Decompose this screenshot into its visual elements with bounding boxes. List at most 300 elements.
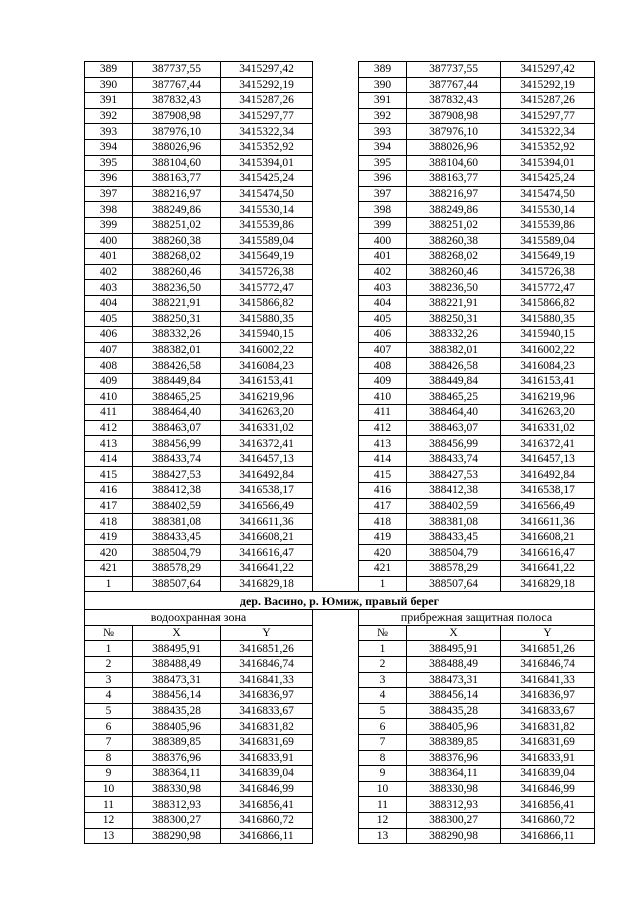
point-number: 6 [359,719,407,735]
y-coordinate: 3416839,04 [221,766,313,782]
spacer-column [313,405,359,421]
y-coordinate: 3416492,84 [221,467,313,483]
point-number: 401 [359,249,407,265]
table-row [85,139,595,155]
y-coordinate: 3416219,96 [501,389,595,405]
y-coordinate: 3416831,69 [501,734,595,750]
point-number: 389 [85,62,133,78]
y-coordinate: 3415589,04 [501,233,595,249]
spacer-column [313,280,359,296]
x-coordinate: 387908,98 [407,108,501,124]
table-row [85,703,595,719]
spacer-column [313,108,359,124]
point-number: 420 [85,545,133,561]
y-coordinate: 3416331,02 [221,420,313,436]
x-coordinate: 388026,96 [407,139,501,155]
spacer-column [313,139,359,155]
point-number: 393 [85,124,133,140]
y-coordinate: 3416372,41 [221,436,313,452]
x-coordinate: 388300,27 [133,812,221,828]
point-number: 12 [359,812,407,828]
y-coordinate: 3415297,77 [501,108,595,124]
point-number: 400 [359,233,407,249]
x-coordinate: 388260,38 [407,233,501,249]
point-number: 390 [359,77,407,93]
point-number: 417 [85,498,133,514]
y-coordinate: 3416372,41 [501,436,595,452]
section-title: дер. Васино, р. Юмиж, правый берег [85,592,595,610]
point-number: 5 [85,703,133,719]
y-coordinate: 3415539,86 [221,217,313,233]
spacer-column [313,703,359,719]
point-number: 411 [359,405,407,421]
x-coordinate: 388456,14 [133,688,221,704]
table-row [85,264,595,280]
y-coordinate: 3416153,41 [501,373,595,389]
x-coordinate: 388405,96 [407,719,501,735]
x-coordinate: 388332,26 [133,327,221,343]
x-coordinate: 388435,28 [407,703,501,719]
y-coordinate: 3415394,01 [501,155,595,171]
y-coordinate: 3415287,26 [501,93,595,109]
y-coordinate: 3415530,14 [221,202,313,218]
point-number: 402 [359,264,407,280]
point-number: 10 [85,781,133,797]
point-number: 13 [359,828,407,844]
table-row [85,124,595,140]
y-coordinate: 3415425,24 [501,171,595,187]
point-number: 416 [359,483,407,499]
spacer-column [313,420,359,436]
header-x: X [407,625,501,641]
point-number: 7 [85,734,133,750]
table-row [85,62,595,78]
point-number: 1 [85,641,133,657]
table-row [85,327,595,343]
y-coordinate: 3415772,47 [501,280,595,296]
point-number: 419 [359,529,407,545]
x-coordinate: 388578,29 [133,561,221,577]
point-number: 414 [359,451,407,467]
spacer-column [313,233,359,249]
spacer-column [313,264,359,280]
point-number: 390 [85,77,133,93]
point-number: 418 [359,514,407,530]
y-coordinate: 3415297,42 [221,62,313,78]
spacer-column [313,610,359,626]
x-coordinate: 388163,77 [407,171,501,187]
y-coordinate: 3416538,17 [221,483,313,499]
point-number: 413 [85,436,133,452]
y-coordinate: 3416831,82 [501,719,595,735]
y-coordinate: 3416263,20 [501,405,595,421]
point-number: 415 [359,467,407,483]
spacer-column [313,766,359,782]
table-row [85,576,595,592]
point-number: 411 [85,405,133,421]
point-number: 7 [359,734,407,750]
y-coordinate: 3416866,11 [221,828,313,844]
point-number: 404 [359,295,407,311]
y-coordinate: 3416831,69 [221,734,313,750]
y-coordinate: 3415940,15 [501,327,595,343]
table-row [85,545,595,561]
point-number: 406 [359,327,407,343]
x-coordinate: 388104,60 [407,155,501,171]
x-coordinate: 388381,08 [133,514,221,530]
x-coordinate: 388389,85 [133,734,221,750]
x-coordinate: 387767,44 [133,77,221,93]
x-coordinate: 388488,49 [133,656,221,672]
x-coordinate: 388026,96 [133,139,221,155]
spacer-column [313,561,359,577]
point-number: 412 [85,420,133,436]
x-coordinate: 388364,11 [133,766,221,782]
x-coordinate: 387832,43 [133,93,221,109]
y-coordinate: 3415772,47 [221,280,313,296]
table-row [85,389,595,405]
y-coordinate: 3416002,22 [221,342,313,358]
spacer-column [313,529,359,545]
y-coordinate: 3416829,18 [221,576,313,592]
table-row [85,672,595,688]
x-coordinate: 388290,98 [407,828,501,844]
point-number: 420 [359,545,407,561]
point-number: 6 [85,719,133,735]
point-number: 12 [85,812,133,828]
section-header [85,592,595,641]
table-row [85,186,595,202]
y-coordinate: 3416851,26 [221,641,313,657]
x-coordinate: 388221,91 [133,295,221,311]
x-coordinate: 388412,38 [133,483,221,499]
y-coordinate: 3416851,26 [501,641,595,657]
x-coordinate: 388465,25 [407,389,501,405]
x-coordinate: 388488,49 [407,656,501,672]
x-coordinate: 388405,96 [133,719,221,735]
x-coordinate: 388250,31 [407,311,501,327]
x-coordinate: 388426,58 [133,358,221,374]
spacer-column [313,688,359,704]
y-coordinate: 3416641,22 [501,561,595,577]
point-number: 408 [85,358,133,374]
x-coordinate: 388330,98 [133,781,221,797]
x-coordinate: 388495,91 [407,641,501,657]
x-coordinate: 388104,60 [133,155,221,171]
header-y: Y [221,625,313,641]
point-number: 395 [85,155,133,171]
y-coordinate: 3415292,19 [501,77,595,93]
bottom-rows [85,641,595,844]
table-row [85,719,595,735]
y-coordinate: 3416841,33 [501,672,595,688]
table-row [85,734,595,750]
y-coordinate: 3415880,35 [221,311,313,327]
y-coordinate: 3415425,24 [221,171,313,187]
y-coordinate: 3415297,42 [501,62,595,78]
point-number: 413 [359,436,407,452]
point-number: 402 [85,264,133,280]
y-coordinate: 3415474,50 [221,186,313,202]
spacer-column [313,295,359,311]
y-coordinate: 3416860,72 [501,812,595,828]
spacer-column [313,828,359,844]
y-coordinate: 3416611,36 [221,514,313,530]
x-coordinate: 388290,98 [133,828,221,844]
y-coordinate: 3416833,91 [501,750,595,766]
header-x: X [133,625,221,641]
y-coordinate: 3416492,84 [501,467,595,483]
point-number: 391 [359,93,407,109]
y-coordinate: 3416846,74 [221,656,313,672]
y-coordinate: 3416841,33 [221,672,313,688]
y-coordinate: 3415649,19 [501,249,595,265]
y-coordinate: 3416153,41 [221,373,313,389]
point-number: 401 [85,249,133,265]
x-coordinate: 388463,07 [133,420,221,436]
spacer-column [313,483,359,499]
table-row [85,766,595,782]
spacer-column [313,62,359,78]
point-number: 421 [359,561,407,577]
x-coordinate: 388426,58 [407,358,501,374]
y-coordinate: 3415474,50 [501,186,595,202]
spacer-column [313,77,359,93]
table-row [85,311,595,327]
point-number: 10 [359,781,407,797]
x-coordinate: 388456,99 [133,436,221,452]
table-row [85,358,595,374]
x-coordinate: 388463,07 [407,420,501,436]
x-coordinate: 388260,46 [407,264,501,280]
x-coordinate: 388330,98 [407,781,501,797]
x-coordinate: 388433,45 [133,529,221,545]
point-number: 392 [85,108,133,124]
x-coordinate: 388449,84 [407,373,501,389]
y-coordinate: 3415297,77 [221,108,313,124]
table-row [85,797,595,813]
y-coordinate: 3416831,82 [221,719,313,735]
point-number: 419 [85,529,133,545]
table-row [85,828,595,844]
y-coordinate: 3415866,82 [501,295,595,311]
table-row [85,688,595,704]
x-coordinate: 388507,64 [407,576,501,592]
point-number: 391 [85,93,133,109]
point-number: 11 [359,797,407,813]
header-number: № [359,625,407,641]
point-number: 409 [359,373,407,389]
table-row [85,171,595,187]
point-number: 421 [85,561,133,577]
point-number: 8 [85,750,133,766]
x-coordinate: 388382,01 [407,342,501,358]
y-coordinate: 3416846,74 [501,656,595,672]
table-row [85,93,595,109]
y-coordinate: 3416856,41 [221,797,313,813]
y-coordinate: 3415292,19 [221,77,313,93]
point-number: 396 [359,171,407,187]
x-coordinate: 388464,40 [407,405,501,421]
point-number: 409 [85,373,133,389]
spacer-column [313,327,359,343]
y-coordinate: 3416566,49 [501,498,595,514]
y-coordinate: 3415940,15 [221,327,313,343]
y-coordinate: 3416836,97 [501,688,595,704]
x-coordinate: 388449,84 [133,373,221,389]
spacer-column [313,124,359,140]
point-number: 396 [85,171,133,187]
x-coordinate: 388402,59 [133,498,221,514]
x-coordinate: 387976,10 [133,124,221,140]
point-number: 4 [359,688,407,704]
x-coordinate: 388465,25 [133,389,221,405]
table-row [85,514,595,530]
x-coordinate: 388427,53 [133,467,221,483]
y-coordinate: 3416829,18 [501,576,595,592]
spacer-column [313,467,359,483]
y-coordinate: 3416002,22 [501,342,595,358]
point-number: 2 [359,656,407,672]
point-number: 417 [359,498,407,514]
spacer-column [313,373,359,389]
spacer-column [313,389,359,405]
x-coordinate: 387908,98 [133,108,221,124]
spacer-column [313,249,359,265]
point-number: 410 [359,389,407,405]
x-coordinate: 388260,38 [133,233,221,249]
point-number: 395 [359,155,407,171]
y-coordinate: 3416566,49 [221,498,313,514]
x-coordinate: 388427,53 [407,467,501,483]
x-coordinate: 388376,96 [133,750,221,766]
y-coordinate: 3416846,99 [221,781,313,797]
x-coordinate: 388236,50 [407,280,501,296]
coordinates-sheet [84,61,594,844]
point-number: 394 [85,139,133,155]
spacer-column [313,451,359,467]
y-coordinate: 3416084,23 [501,358,595,374]
spacer-column [313,797,359,813]
y-coordinate: 3415649,19 [221,249,313,265]
spacer-column [313,750,359,766]
x-coordinate: 388433,74 [133,451,221,467]
x-coordinate: 388412,38 [407,483,501,499]
point-number: 407 [85,342,133,358]
spacer-column [313,812,359,828]
y-coordinate: 3416084,23 [221,358,313,374]
table-row [85,342,595,358]
point-number: 400 [85,233,133,249]
point-number: 398 [359,202,407,218]
table-row [85,529,595,545]
point-number: 406 [85,327,133,343]
table-row [85,641,595,657]
spacer-column [313,436,359,452]
y-coordinate: 3416856,41 [501,797,595,813]
x-coordinate: 388251,02 [133,217,221,233]
table-row [85,812,595,828]
x-coordinate: 387767,44 [407,77,501,93]
point-number: 405 [85,311,133,327]
table-row [85,155,595,171]
y-coordinate: 3415726,38 [501,264,595,280]
table-row [85,656,595,672]
point-number: 1 [359,576,407,592]
x-coordinate: 388332,26 [407,327,501,343]
spacer-column [313,342,359,358]
spacer-column [313,734,359,750]
y-coordinate: 3415530,14 [501,202,595,218]
x-coordinate: 388250,31 [133,311,221,327]
x-coordinate: 388163,77 [133,171,221,187]
x-coordinate: 388216,97 [407,186,501,202]
x-coordinate: 388504,79 [133,545,221,561]
x-coordinate: 388578,29 [407,561,501,577]
y-coordinate: 3415322,34 [501,124,595,140]
y-coordinate: 3416836,97 [221,688,313,704]
header-number: № [85,625,133,641]
table-row [85,420,595,436]
x-coordinate: 387737,55 [407,62,501,78]
y-coordinate: 3416219,96 [221,389,313,405]
spacer-column [313,781,359,797]
point-number: 9 [85,766,133,782]
header-y: Y [501,625,595,641]
spacer-column [313,311,359,327]
y-coordinate: 3415322,34 [221,124,313,140]
x-coordinate: 388433,45 [407,529,501,545]
point-number: 418 [85,514,133,530]
x-coordinate: 388389,85 [407,734,501,750]
table-row [85,202,595,218]
x-coordinate: 388433,74 [407,451,501,467]
point-number: 404 [85,295,133,311]
point-number: 2 [85,656,133,672]
point-number: 399 [359,217,407,233]
x-coordinate: 388435,28 [133,703,221,719]
x-coordinate: 388268,02 [133,249,221,265]
spacer-column [313,171,359,187]
spacer-column [313,719,359,735]
water-protection-zone-label: водоохранная зона [85,610,313,626]
y-coordinate: 3416641,22 [221,561,313,577]
spacer-column [313,672,359,688]
y-coordinate: 3416616,47 [501,545,595,561]
point-number: 399 [85,217,133,233]
point-number: 9 [359,766,407,782]
point-number: 389 [359,62,407,78]
table-row [85,436,595,452]
table-row [85,280,595,296]
coastal-protection-strip-label: прибрежная защитная полоса [359,610,595,626]
x-coordinate: 387832,43 [407,93,501,109]
point-number: 407 [359,342,407,358]
y-coordinate: 3415352,92 [501,139,595,155]
x-coordinate: 388268,02 [407,249,501,265]
table-row [85,373,595,389]
x-coordinate: 388251,02 [407,217,501,233]
x-coordinate: 388249,86 [407,202,501,218]
point-number: 1 [359,641,407,657]
point-number: 5 [359,703,407,719]
y-coordinate: 3415866,82 [221,295,313,311]
table-row [85,249,595,265]
x-coordinate: 388504,79 [407,545,501,561]
y-coordinate: 3415726,38 [221,264,313,280]
x-coordinate: 388382,01 [133,342,221,358]
y-coordinate: 3416846,99 [501,781,595,797]
